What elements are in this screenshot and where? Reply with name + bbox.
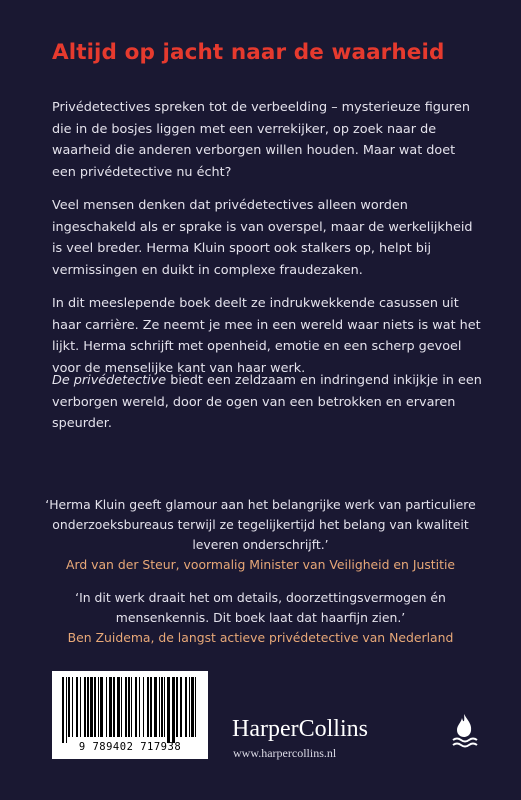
barcode-bar [131, 677, 132, 737]
barcode-bar [66, 677, 67, 743]
barcode-bar [128, 677, 130, 737]
barcode-bar [125, 677, 127, 737]
barcode-bar [176, 677, 178, 737]
barcode-bar [72, 677, 73, 737]
isbn-number: 9 789402 717938 [78, 741, 182, 753]
publisher-name: HarperCollins [232, 716, 368, 742]
barcode-bar [191, 677, 194, 737]
barcode-bar [94, 677, 96, 737]
fire-and-water-logo-icon [450, 712, 478, 748]
barcode-bar [147, 677, 149, 737]
barcode-bar [106, 677, 107, 737]
barcode-bar [189, 677, 190, 737]
barcode-bar [109, 677, 112, 737]
book-title-italic: De privédetective [52, 373, 167, 388]
barcode-bar [76, 677, 78, 737]
barcode-bar [80, 677, 81, 737]
barcode-bar [117, 677, 120, 737]
barcode-bar [121, 677, 122, 737]
publisher-website: www.harpercollins.nl [233, 746, 337, 760]
barcode-bar [172, 677, 175, 743]
quote-1-attribution: Ard van der Steur, voormalig Minister van Veiligheid en Justitie [65, 557, 456, 572]
barcode-bar [139, 677, 140, 737]
barcode-bar [113, 677, 115, 737]
quote-2-text: ‘In dit werk draait het om details, doorzettingsvermogen én mensenkennis. Dit boek laat dat haarfijn zien.’ [75, 590, 446, 625]
quote-2-attribution: Ben Zuidema, de langst actieve privédetective van Nederland [67, 630, 454, 645]
barcode-bar [98, 677, 99, 737]
barcode-bar [180, 677, 182, 737]
barcode-bar [164, 677, 165, 737]
back-cover-title: Altijd op jacht naar de waarheid [52, 40, 445, 65]
barcode-bar [167, 677, 170, 743]
endorsement-quote-1 [30, 495, 491, 575]
barcode-bar [195, 677, 196, 737]
barcode-bar [159, 677, 160, 737]
isbn-barcode [52, 671, 208, 759]
barcode-bar [150, 677, 152, 737]
barcode-bar [90, 677, 93, 737]
blurb-paragraph-2: Veel mensen denken dat privédetectives alleen worden ingeschakeld als er sprake is van overspel, maar de werkelijkheid is veel breder. Herma Kluin spoort ook stalkers op, helpt bij vermissingen en duikt in complexe fraudezaken. [52, 198, 473, 278]
blurb-paragraph-1: Privédetectives spreken tot de verbeelding – mysterieuze figuren die in de bosjes liggen met een verrekijker, op zoek naar de waarheid die anderen verborgen willen houden. Maar wat doet een privédetective nu écht? [52, 100, 470, 180]
quote-1-text: ‘Herma Kluin geeft glamour aan het belangrijke werk van particuliere onderzoeksbureaus terwijl ze tegelijkertijd het belang van kwaliteit leveren onderschrijft.’ [45, 497, 476, 552]
barcode-bar [154, 677, 157, 737]
blurb-paragraph-4-rest: biedt een zeldzaam en indringend inkijkje in een verborgen wereld, door de ogen van een betrokken en ervaren speurder. [52, 373, 482, 431]
barcode-bar [135, 677, 137, 737]
barcode-bar [62, 677, 64, 743]
barcode-bar [100, 677, 103, 737]
blurb-paragraph-3: In dit meeslepende boek deelt ze indrukwekkende casussen uit haar carrière. Ze neemt je mee in een wereld waar niets is wat het lijkt. Herma schrijft met openheid, emotie en een scherp gevoel voor de menselijke kant van haar werk. [52, 296, 481, 376]
barcode-icon [52, 671, 208, 743]
barcode-bar [185, 677, 187, 737]
barcode-bar [87, 677, 89, 737]
blurb-paragraph-4 [52, 370, 482, 435]
barcode-bar [84, 677, 86, 737]
barcode-bar [161, 677, 163, 737]
barcode-bar [68, 677, 70, 737]
barcode-bar [143, 677, 144, 737]
endorsement-quote-2 [30, 588, 491, 648]
